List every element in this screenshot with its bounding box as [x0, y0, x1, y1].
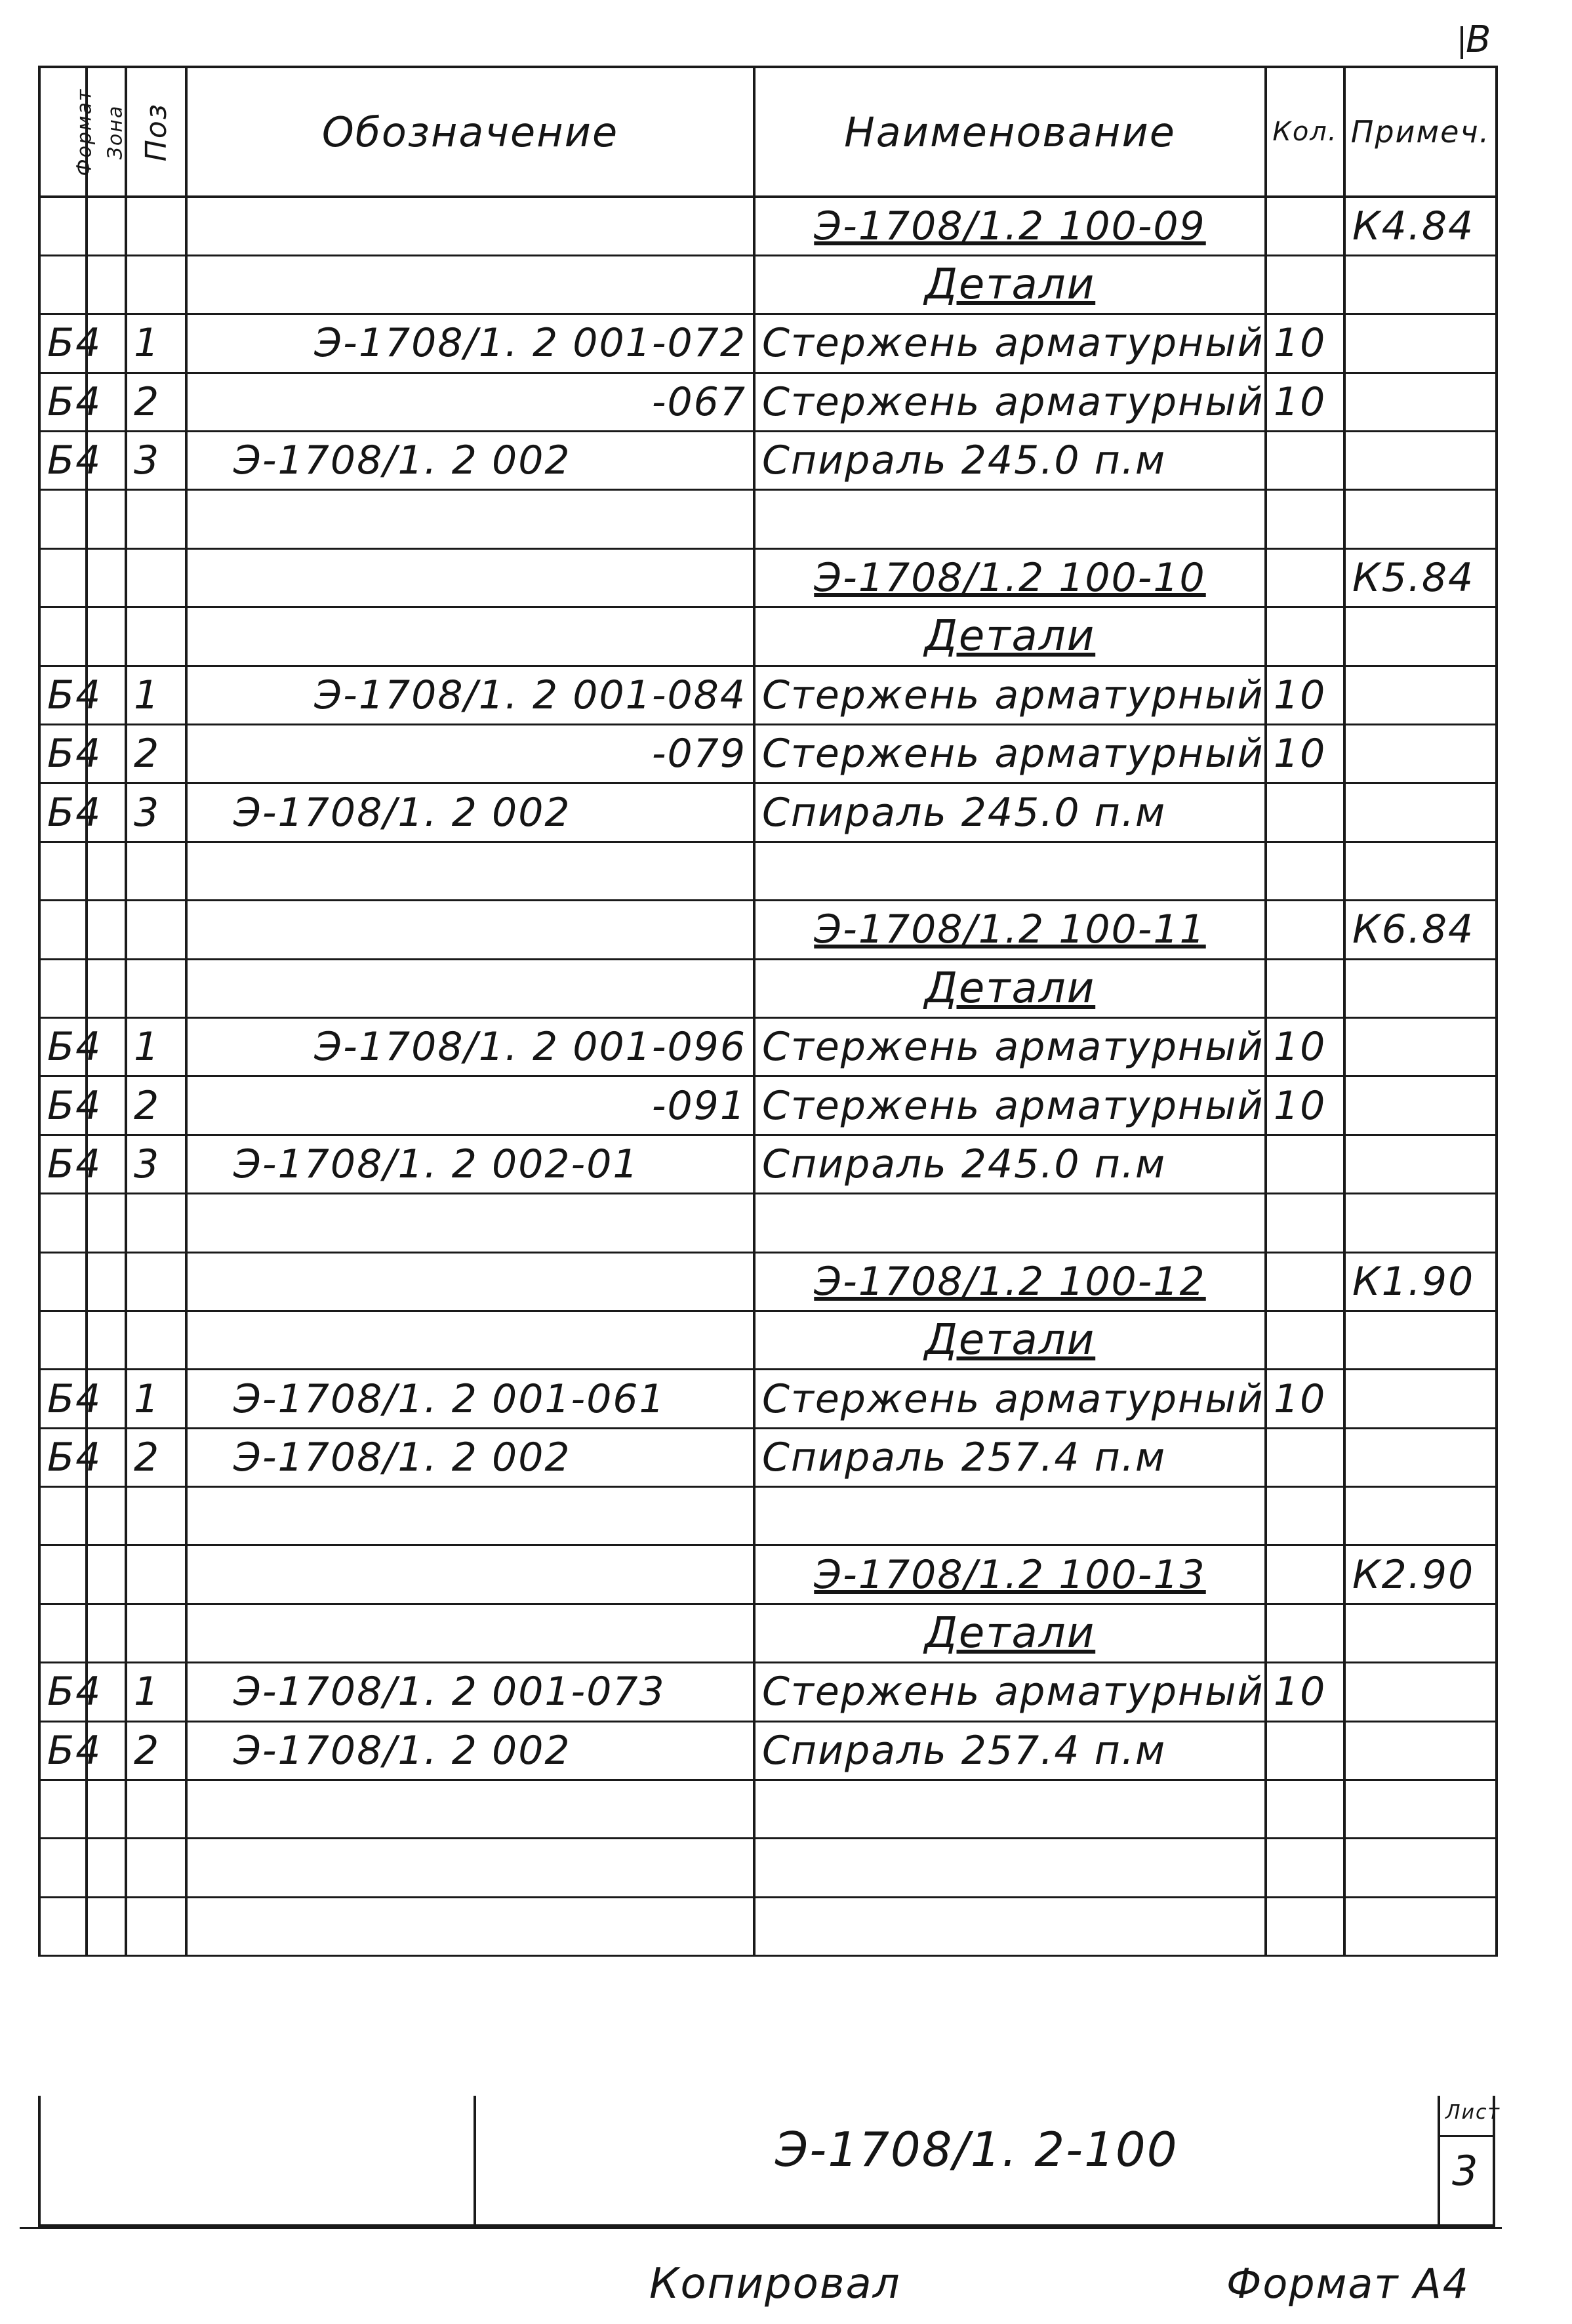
- name-cell: Спираль 245.0 п.м: [754, 1135, 1266, 1193]
- quantity-cell: 10: [1266, 1663, 1344, 1721]
- format-cell: Б4: [39, 783, 87, 842]
- name-cell: Стержень арматурный: [754, 1370, 1266, 1428]
- position-cell: [126, 255, 186, 314]
- format-cell: Б4: [39, 1428, 87, 1486]
- table-row: [39, 607, 1497, 666]
- sheet-label: Лист: [1445, 2101, 1501, 2124]
- sheet-box-divider: [1440, 2135, 1495, 2137]
- zone-cell: [87, 607, 126, 666]
- name-cell: Спираль 257.4 п.м: [754, 1721, 1266, 1780]
- note-cell: К5.84: [1344, 548, 1497, 607]
- position-cell: [126, 1604, 186, 1662]
- quantity-cell: [1266, 1897, 1344, 1955]
- position-cell: 3: [126, 783, 186, 842]
- position-cell: [126, 197, 186, 255]
- designation-cell: [186, 1897, 754, 1955]
- designation-cell: [186, 255, 754, 314]
- designation-cell: Э-1708/1. 2 001-073: [186, 1663, 754, 1721]
- designation-cell: [186, 1780, 754, 1839]
- position-cell: 3: [126, 1135, 186, 1193]
- position-cell: [126, 1780, 186, 1839]
- quantity-cell: [1266, 1194, 1344, 1252]
- note-cell: [1344, 842, 1497, 900]
- table-row: [39, 1604, 1497, 1662]
- note-cell: [1344, 607, 1497, 666]
- table-row: [39, 197, 1497, 255]
- designation-cell: Э-1708/1. 2 002: [186, 1428, 754, 1486]
- format-cell: Б4: [39, 666, 87, 724]
- position-cell: 2: [126, 1721, 186, 1780]
- designation-cell: [186, 197, 754, 255]
- note-cell: [1344, 1721, 1497, 1780]
- format-label: Формат А4: [1226, 2260, 1470, 2308]
- zone-cell: [87, 1604, 126, 1662]
- designation-cell: [186, 842, 754, 900]
- quantity-cell: 10: [1266, 725, 1344, 783]
- format-cell: [39, 1897, 87, 1955]
- quantity-cell: [1266, 1780, 1344, 1839]
- note-cell: [1344, 783, 1497, 842]
- quantity-cell: [1266, 1839, 1344, 1897]
- designation-cell: [186, 901, 754, 959]
- table-row: [39, 1311, 1497, 1369]
- note-cell: [1344, 1897, 1497, 1955]
- designation-cell: -091: [186, 1076, 754, 1135]
- quantity-cell: [1266, 1135, 1344, 1193]
- position-cell: [126, 1252, 186, 1311]
- name-cell: [754, 1839, 1266, 1897]
- note-cell: К4.84: [1344, 197, 1497, 255]
- bottom-rule: [20, 2227, 1502, 2229]
- note-cell: К1.90: [1344, 1252, 1497, 1311]
- format-cell: Б4: [39, 1135, 87, 1193]
- format-cell: [39, 1487, 87, 1545]
- quantity-cell: [1266, 1545, 1344, 1604]
- designation-cell: Э-1708/1. 2 001-096: [186, 1017, 754, 1076]
- name-cell: [754, 1194, 1266, 1252]
- designation-cell: Э-1708/1. 2 001-061: [186, 1370, 754, 1428]
- specification-table: [38, 66, 1498, 1957]
- position-cell: 1: [126, 1017, 186, 1076]
- designation-cell: Э-1708/1. 2 002: [186, 783, 754, 842]
- quantity-cell: [1266, 783, 1344, 842]
- designation-cell: [186, 548, 754, 607]
- note-cell: [1344, 432, 1497, 490]
- note-cell: [1344, 725, 1497, 783]
- note-cell: К2.90: [1344, 1545, 1497, 1604]
- table-row: [39, 959, 1497, 1017]
- designation-cell: [186, 959, 754, 1017]
- header-name: Наименование: [754, 67, 1266, 197]
- table-row: [39, 1839, 1497, 1897]
- table-row: [39, 1194, 1497, 1252]
- zone-cell: [87, 548, 126, 607]
- designation-cell: [186, 607, 754, 666]
- zone-cell: [87, 842, 126, 900]
- header-pos: Поз: [126, 67, 186, 197]
- name-cell: Детали: [754, 1311, 1266, 1369]
- position-cell: [126, 1311, 186, 1369]
- table-row: [39, 548, 1497, 607]
- format-cell: [39, 1194, 87, 1252]
- position-cell: 2: [126, 1428, 186, 1486]
- position-cell: [126, 607, 186, 666]
- copied-by-label: Копировал: [649, 2260, 901, 2308]
- format-cell: Б4: [39, 432, 87, 490]
- name-cell: Спираль 245.0 п.м: [754, 783, 1266, 842]
- format-cell: [39, 548, 87, 607]
- name-cell: [754, 842, 1266, 900]
- designation-cell: [186, 1604, 754, 1662]
- quantity-cell: 10: [1266, 373, 1344, 431]
- name-cell: [754, 1897, 1266, 1955]
- table-row: [39, 666, 1497, 724]
- table-row: [39, 1017, 1497, 1076]
- corner-tick: [1461, 26, 1463, 59]
- table-row: [39, 842, 1497, 900]
- format-cell: Б4: [39, 1663, 87, 1721]
- name-cell: Стержень арматурный: [754, 373, 1266, 431]
- note-cell: [1344, 1604, 1497, 1662]
- designation-cell: [186, 1311, 754, 1369]
- quantity-cell: [1266, 1311, 1344, 1369]
- position-cell: [126, 1487, 186, 1545]
- format-cell: [39, 842, 87, 900]
- format-cell: [39, 255, 87, 314]
- note-cell: [1344, 1194, 1497, 1252]
- title-block-divider: [474, 2096, 476, 2224]
- table-row: [39, 1897, 1497, 1955]
- name-cell: Э-1708/1.2 100-09: [754, 197, 1266, 255]
- quantity-cell: 10: [1266, 314, 1344, 373]
- quantity-cell: 10: [1266, 1076, 1344, 1135]
- note-cell: [1344, 255, 1497, 314]
- note-cell: [1344, 666, 1497, 724]
- table-row: [39, 1780, 1497, 1839]
- designation-cell: Э-1708/1. 2 002-01: [186, 1135, 754, 1193]
- zone-cell: [87, 1252, 126, 1311]
- format-cell: [39, 1252, 87, 1311]
- name-cell: Э-1708/1.2 100-11: [754, 901, 1266, 959]
- position-cell: [126, 1839, 186, 1897]
- quantity-cell: [1266, 901, 1344, 959]
- quantity-cell: [1266, 1487, 1344, 1545]
- note-cell: К6.84: [1344, 901, 1497, 959]
- name-cell: Спираль 245.0 п.м: [754, 432, 1266, 490]
- header-row: [39, 67, 1497, 197]
- note-cell: [1344, 1487, 1497, 1545]
- name-cell: [754, 490, 1266, 548]
- designation-cell: Э-1708/1. 2 002: [186, 1721, 754, 1780]
- format-cell: [39, 1604, 87, 1662]
- note-cell: [1344, 1780, 1497, 1839]
- designation-cell: [186, 1839, 754, 1897]
- sheet-box: [1438, 2096, 1501, 2224]
- format-cell: [39, 1311, 87, 1369]
- format-cell: Б4: [39, 1017, 87, 1076]
- name-cell: Стержень арматурный: [754, 725, 1266, 783]
- header-zone: Зона: [87, 67, 126, 197]
- quantity-cell: [1266, 255, 1344, 314]
- quantity-cell: [1266, 1604, 1344, 1662]
- table-row: [39, 1370, 1497, 1428]
- format-cell: [39, 1780, 87, 1839]
- table-row: [39, 490, 1497, 548]
- zone-cell: [87, 1311, 126, 1369]
- quantity-cell: [1266, 1252, 1344, 1311]
- table-row: [39, 783, 1497, 842]
- quantity-cell: [1266, 548, 1344, 607]
- note-cell: [1344, 959, 1497, 1017]
- note-cell: [1344, 1839, 1497, 1897]
- quantity-cell: 10: [1266, 1370, 1344, 1428]
- name-cell: Детали: [754, 1604, 1266, 1662]
- table-row: [39, 432, 1497, 490]
- designation-cell: -067: [186, 373, 754, 431]
- designation-cell: [186, 1252, 754, 1311]
- table-row: [39, 373, 1497, 431]
- table-row: [39, 255, 1497, 314]
- zone-cell: [87, 1545, 126, 1604]
- table-row: [39, 314, 1497, 373]
- zone-cell: [87, 959, 126, 1017]
- format-cell: Б4: [39, 314, 87, 373]
- format-cell: Б4: [39, 1721, 87, 1780]
- position-cell: 1: [126, 1370, 186, 1428]
- note-cell: [1344, 1428, 1497, 1486]
- position-cell: 2: [126, 373, 186, 431]
- zone-cell: [87, 901, 126, 959]
- designation-cell: [186, 1487, 754, 1545]
- sheet-number: 3: [1452, 2147, 1480, 2195]
- name-cell: [754, 1780, 1266, 1839]
- header-note: Примеч.: [1344, 67, 1497, 197]
- note-cell: [1344, 1370, 1497, 1428]
- quantity-cell: [1266, 607, 1344, 666]
- name-cell: Детали: [754, 255, 1266, 314]
- quantity-cell: [1266, 490, 1344, 548]
- format-cell: [39, 197, 87, 255]
- designation-cell: [186, 490, 754, 548]
- name-cell: Стержень арматурный: [754, 666, 1266, 724]
- format-cell: Б4: [39, 1076, 87, 1135]
- name-cell: Э-1708/1.2 100-10: [754, 548, 1266, 607]
- quantity-cell: 10: [1266, 1017, 1344, 1076]
- header-designation: Обозначение: [186, 67, 754, 197]
- table-row: [39, 1135, 1497, 1193]
- position-cell: [126, 901, 186, 959]
- note-cell: [1344, 490, 1497, 548]
- zone-cell: [87, 490, 126, 548]
- position-cell: [126, 1194, 186, 1252]
- note-cell: [1344, 1663, 1497, 1721]
- position-cell: [126, 959, 186, 1017]
- table-row: [39, 901, 1497, 959]
- position-cell: [126, 548, 186, 607]
- note-cell: [1344, 373, 1497, 431]
- zone-cell: [87, 1780, 126, 1839]
- name-cell: Э-1708/1.2 100-12: [754, 1252, 1266, 1311]
- document-number: Э-1708/1. 2-100: [775, 2122, 1179, 2177]
- header-format: Формат: [39, 67, 87, 197]
- quantity-cell: [1266, 197, 1344, 255]
- quantity-cell: [1266, 959, 1344, 1017]
- position-cell: 2: [126, 725, 186, 783]
- table-row: [39, 1545, 1497, 1604]
- zone-cell: [87, 1839, 126, 1897]
- note-cell: [1344, 1311, 1497, 1369]
- format-cell: Б4: [39, 1370, 87, 1428]
- format-cell: [39, 607, 87, 666]
- quantity-cell: 10: [1266, 666, 1344, 724]
- designation-cell: Э-1708/1. 2 001-084: [186, 666, 754, 724]
- name-cell: [754, 1487, 1266, 1545]
- table-row: [39, 1252, 1497, 1311]
- table-row: [39, 1428, 1497, 1486]
- zone-cell: [87, 1194, 126, 1252]
- quantity-cell: [1266, 1428, 1344, 1486]
- name-cell: Стержень арматурный: [754, 1663, 1266, 1721]
- header-qty: Кол.: [1266, 67, 1344, 197]
- quantity-cell: [1266, 432, 1344, 490]
- table-row: [39, 1487, 1497, 1545]
- designation-cell: Э-1708/1. 2 002: [186, 432, 754, 490]
- table-row: [39, 725, 1497, 783]
- table-row: [39, 1663, 1497, 1721]
- format-cell: Б4: [39, 725, 87, 783]
- position-cell: 2: [126, 1076, 186, 1135]
- position-cell: [126, 1897, 186, 1955]
- name-cell: Стержень арматурный: [754, 314, 1266, 373]
- corner-mark: B: [1466, 18, 1493, 61]
- name-cell: Стержень арматурный: [754, 1017, 1266, 1076]
- table-row: [39, 1721, 1497, 1780]
- zone-cell: [87, 1487, 126, 1545]
- zone-cell: [87, 1897, 126, 1955]
- format-cell: [39, 1839, 87, 1897]
- position-cell: [126, 842, 186, 900]
- name-cell: Э-1708/1.2 100-13: [754, 1545, 1266, 1604]
- zone-cell: [87, 197, 126, 255]
- note-cell: [1344, 1017, 1497, 1076]
- position-cell: [126, 490, 186, 548]
- note-cell: [1344, 1135, 1497, 1193]
- name-cell: Детали: [754, 959, 1266, 1017]
- designation-cell: Э-1708/1. 2 001-072: [186, 314, 754, 373]
- designation-cell: [186, 1194, 754, 1252]
- name-cell: Стержень арматурный: [754, 1076, 1266, 1135]
- zone-cell: [87, 255, 126, 314]
- position-cell: 1: [126, 314, 186, 373]
- format-cell: [39, 959, 87, 1017]
- name-cell: Детали: [754, 607, 1266, 666]
- title-block: [38, 2096, 1501, 2227]
- position-cell: 1: [126, 1663, 186, 1721]
- designation-cell: [186, 1545, 754, 1604]
- format-cell: [39, 490, 87, 548]
- name-cell: Спираль 257.4 п.м: [754, 1428, 1266, 1486]
- format-cell: [39, 1545, 87, 1604]
- quantity-cell: [1266, 842, 1344, 900]
- format-cell: [39, 901, 87, 959]
- format-cell: Б4: [39, 373, 87, 431]
- position-cell: 1: [126, 666, 186, 724]
- designation-cell: -079: [186, 725, 754, 783]
- position-cell: 3: [126, 432, 186, 490]
- table-row: [39, 1076, 1497, 1135]
- note-cell: [1344, 314, 1497, 373]
- quantity-cell: [1266, 1721, 1344, 1780]
- note-cell: [1344, 1076, 1497, 1135]
- position-cell: [126, 1545, 186, 1604]
